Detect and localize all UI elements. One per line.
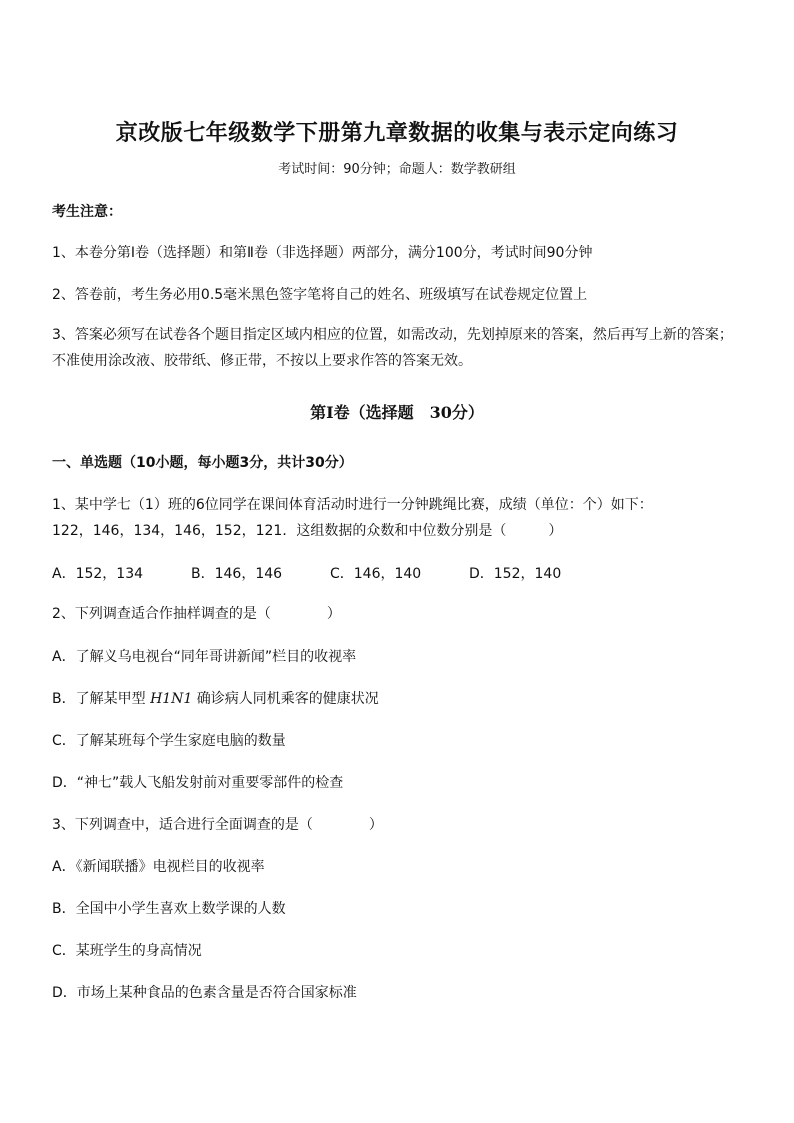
question-3-option-b[interactable]: B．全国中小学生喜欢上数学课的人数 xyxy=(52,901,286,917)
question-2-option-c[interactable]: C．了解某班每个学生家庭电脑的数量 xyxy=(52,733,286,749)
virus-name: H1N1 xyxy=(150,691,193,707)
question-1-options xyxy=(52,563,608,583)
option-b-text: B．了解某甲型 xyxy=(52,691,146,707)
question-3-option-c[interactable]: C．某班学生的身高情况 xyxy=(52,943,202,959)
section-title: 第Ⅰ卷（选择题 30分） xyxy=(310,403,484,422)
notice-item-1: 1、本卷分第Ⅰ卷（选择题）和第Ⅱ卷（非选择题）两部分，满分100分，考试时间90分钟 xyxy=(52,245,593,261)
question-3-option-d[interactable]: D．市场上某种食品的色素含量是否符合国家标准 xyxy=(52,985,357,1001)
option-c[interactable]: C．146，140 xyxy=(330,566,422,582)
notice-item-2: 2、答卷前，考生务必用0.5毫米黑色签字笔将自己的姓名、班级填写在试卷规定位置上 xyxy=(52,287,588,303)
exam-subtitle: 考试时间：90分钟；命题人：数学教研组 xyxy=(278,162,516,177)
question-1-stem-line2: 122，146，134，146，152，121．这组数据的众数和中位数分别是（ ） xyxy=(52,523,563,539)
notice-item-3: 3、答案必须写在试卷各个题目指定区域内相应的位置，如需改动，先划掉原来的答案，然后再写上新的答案；不准使用涂改液、胶带纸、修正带，不按以上要求作答的答案无效。 xyxy=(52,327,733,369)
notice-heading: 考生注意： xyxy=(52,204,122,220)
question-2-stem: 2、下列调查适合作抽样调查的是（ ） xyxy=(52,606,341,622)
question-2-option-b[interactable] xyxy=(52,688,379,708)
option-a[interactable]: A．152，134 xyxy=(52,566,144,582)
option-d[interactable]: D．152，140 xyxy=(469,566,562,582)
question-2-option-d[interactable]: D．“神七”载人飞船发射前对重要零部件的检查 xyxy=(52,775,344,791)
question-3-stem: 3、下列调查中，适合进行全面调查的是（ ） xyxy=(52,817,383,833)
page-title: 京改版七年级数学下册第九章数据的收集与表示定向练习 xyxy=(115,120,679,146)
part-heading: 一、单选题（10小题，每小题3分，共计30分） xyxy=(52,455,353,471)
question-1-stem-line1: 1、某中学七（1）班的6位同学在课间体育活动时进行一分钟跳绳比赛，成绩（单位：个）如下： xyxy=(52,497,653,513)
question-2-option-a[interactable]: A．了解义乌电视台“同年哥讲新闻”栏目的收视率 xyxy=(52,649,357,665)
option-b[interactable]: B．146，146 xyxy=(191,566,283,582)
option-b-text-rest: 确诊病人同机乘客的健康状况 xyxy=(196,691,379,707)
question-3-option-a[interactable]: A．《新闻联播》电视栏目的收视率 xyxy=(52,859,265,875)
